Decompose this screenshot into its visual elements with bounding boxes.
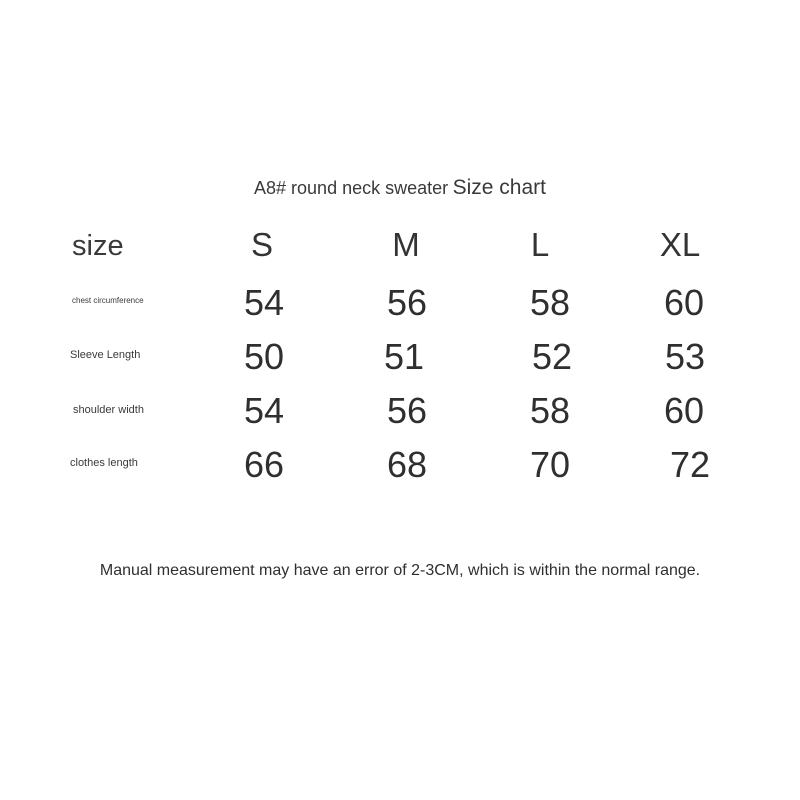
cell-sleeve-m: 51 [383,336,425,377]
product-name: A8# round neck sweater [254,178,449,198]
cell-clothes-m: 68 [386,444,428,485]
size-column-s: S [250,226,273,263]
row-label-sleeve: Sleeve Length [70,349,141,361]
chart-name: Size chart [452,176,546,199]
size-chart-title [0,176,800,200]
cell-clothes-xl: 72 [669,444,711,485]
size-column-m: M [392,226,420,263]
cell-sleeve-l: 52 [531,336,573,377]
cell-sleeve-s: 50 [243,336,285,377]
measurement-note: Manual measurement may have an error of 2-3CM, which is within the normal range. [99,562,701,579]
cell-sleeve-xl: 53 [664,336,706,377]
row-label-chest: chest circumference [72,296,144,305]
size-header-label: size [72,230,124,262]
cell-chest-l: 58 [529,282,571,323]
size-column-l: L [530,226,550,263]
cell-shoulder-m: 56 [386,390,428,431]
cell-chest-xl: 60 [663,282,705,323]
cell-shoulder-s: 54 [243,390,285,431]
cell-clothes-l: 70 [529,444,571,485]
row-label-shoulder: shoulder width [73,404,144,416]
cell-clothes-s: 66 [243,444,285,485]
cell-shoulder-xl: 60 [663,390,705,431]
cell-chest-m: 56 [386,282,428,323]
size-column-xl: XL [659,226,701,263]
cell-shoulder-l: 58 [529,390,571,431]
row-label-clothes: clothes length [70,457,138,469]
cell-chest-s: 54 [243,282,285,323]
